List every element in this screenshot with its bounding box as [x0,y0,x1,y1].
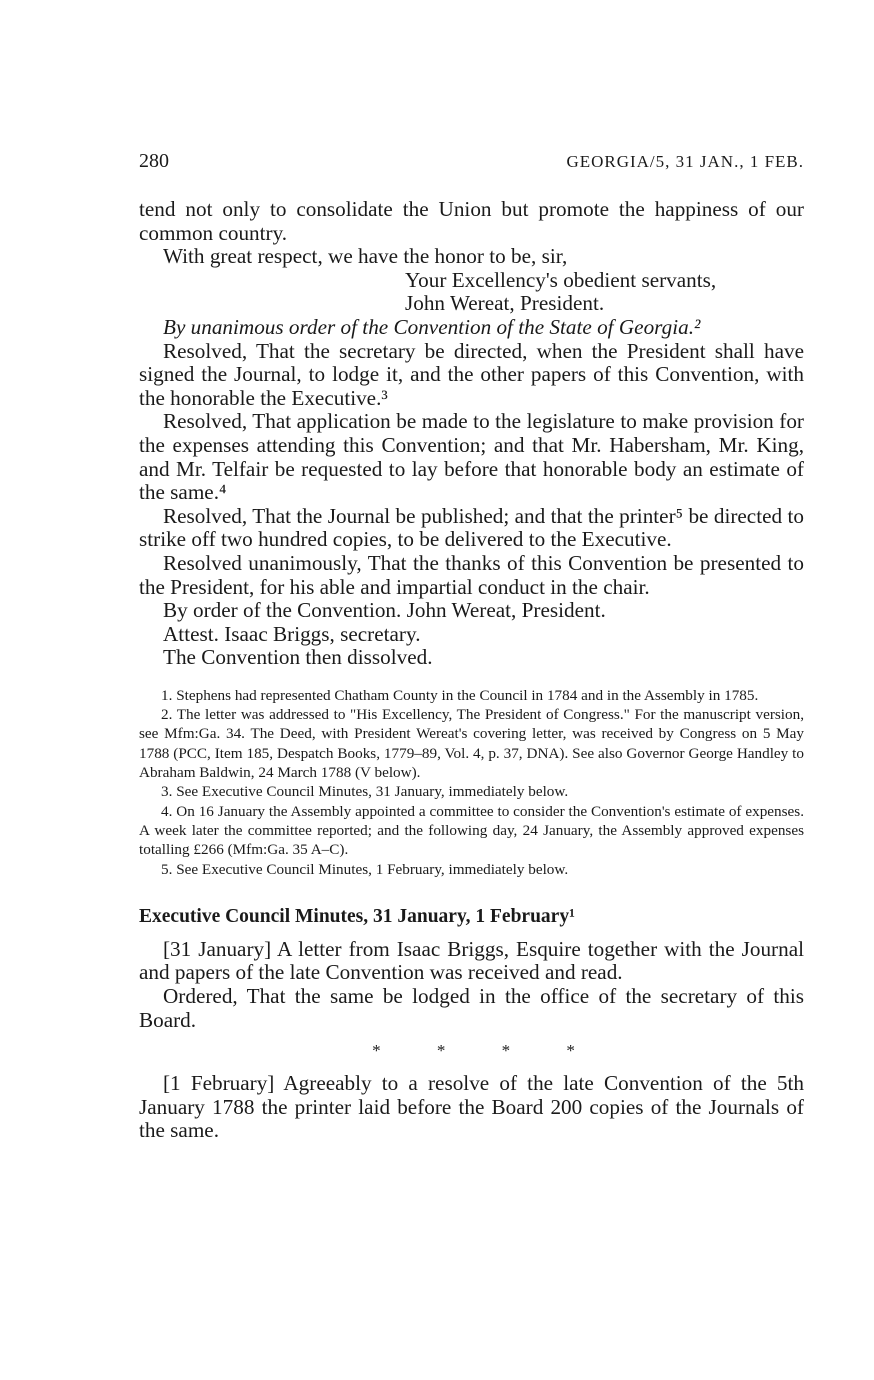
footnote: 2. The letter was addressed to "His Excellency, The President of Congress." For the manuscript version, see Mfm:Ga. 34. The Deed, with President Wereat's covering letter, was received by Congress on 5 May 1788 (PCC, Item 185, Despatch Books, 1779–89, Vol. 4, p. 37, DNA). See also Governor George Handley to Abraham Baldwin, 24 March 1788 (V below). [139,706,804,782]
resolution-paragraph: Resolved unanimously, That the thanks of this Convention be presented to the President, for his able and impartial conduct in the chair. [139,550,804,599]
running-head: GEORGIA/5, 31 JAN., 1 FEB. [566,152,804,171]
section-title: Executive Council Minutes, 31 January, 1 February¹ [139,905,575,927]
footnote: 5. See Executive Council Minutes, 1 February, immediately below. [161,860,569,878]
letter-paragraph: tend not only to consolidate the Union but promote the happiness of our common country. [139,197,804,245]
section-separator: * * * * [372,1041,601,1061]
letter-closing: Your Excellency's obedient servants, [405,267,717,292]
order-line: By order of the Convention. John Wereat, President. [163,598,606,623]
letter-signature: John Wereat, President. [405,291,605,316]
footnotes [139,686,804,879]
resolution-paragraph: Resolved, That the Journal be published; and that the printer⁵ be directed to strike off two hundred copies, to be delivered to the Executive. [139,503,804,552]
minutes-paragraph: [1 February] Agreeably to a resolve of the late Convention of the 5th January 1788 the printer laid before the Board 200 copies of the Journals of the same. [139,1071,804,1143]
letter-salutation: With great respect, we have the honor to be, sir, [163,244,568,269]
page-header [139,150,804,180]
dissolved-line: The Convention then dissolved. [163,645,433,670]
footnote: 4. On 16 January the Assembly appointed a committee to consider the Convention's estimate of expenses. A week later the committee reported; and the following day, 24 January, the Assembly approved expenses totalling £266 (Mfm:Ga. 35 A–C). [139,802,804,859]
minutes-paragraph: Ordered, That the same be lodged in the office of the secretary of this Board. [139,984,804,1032]
page-body [139,198,804,1143]
minutes-paragraph: [31 January] A letter from Isaac Briggs, Esquire together with the Journal and papers of the late Convention was received and read. [139,936,804,985]
footnote: 3. See Executive Council Minutes, 31 January, immediately below. [161,783,569,801]
footnote: 1. Stephens had represented Chatham County in the Council in 1784 and in the Assembly in 1785. [161,686,759,704]
attest-line: Attest. Isaac Briggs, secretary. [163,621,421,646]
convention-order-line: By unanimous order of the Convention of the State of Georgia.² [163,314,701,339]
page-number: 280 [139,150,169,172]
resolution-paragraph: Resolved, That application be made to the legislature to make provision for the expenses attending this Convention; and that Mr. Habersham, Mr. King, and Mr. Telfair be requested to lay before that honorable body an estimate of the same.⁴ [139,409,804,505]
resolution-paragraph: Resolved, That the secretary be directed, when the President shall have signed the Journal, to lodge it, and the other papers of this Convention, with the honorable the Executive.³ [139,338,804,410]
